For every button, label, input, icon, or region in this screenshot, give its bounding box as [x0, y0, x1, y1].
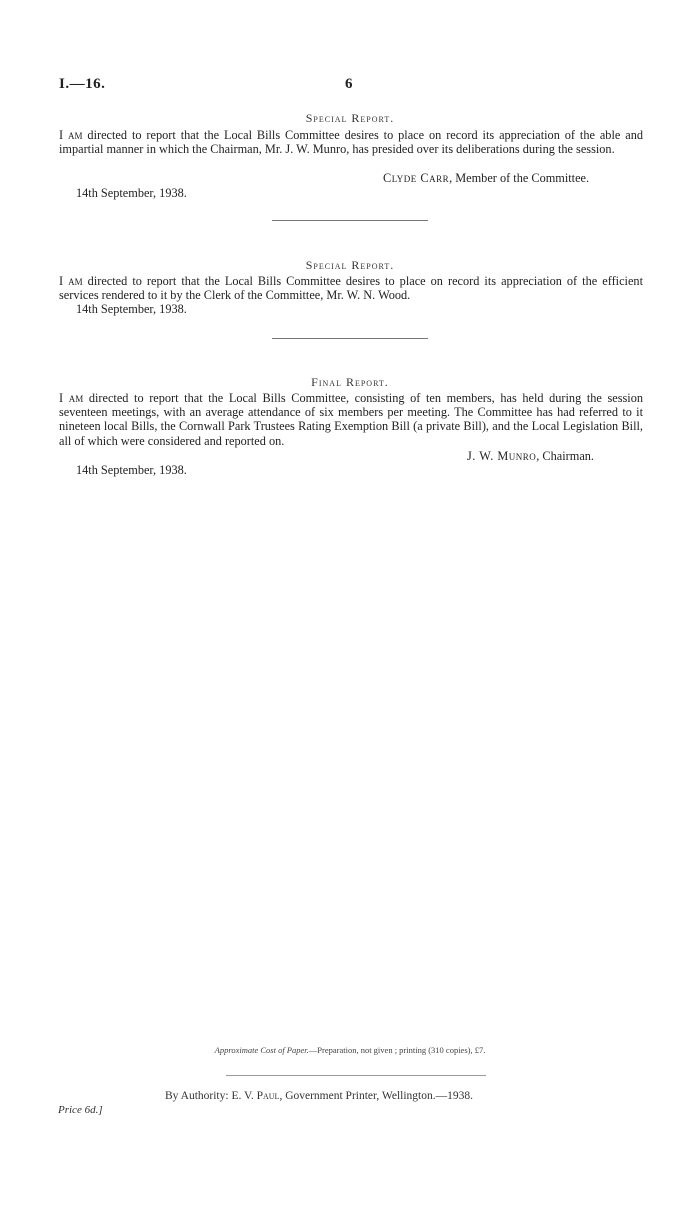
lead-words: I am: [59, 128, 83, 142]
body-text: directed to report that the Local Bills Committee desires to place on record its appreciation of the efficient services rendered to it by the Clerk of the Committee, Mr. W. N. Wood.: [59, 274, 643, 303]
price-note: Price 6d.]: [58, 1104, 103, 1116]
imprint-suffix: , Government Printer, Wellington.—1938.: [279, 1090, 473, 1102]
section-heading-final-report: Final Report.: [311, 375, 389, 389]
section-divider: [272, 220, 428, 221]
section-body-final-report: [59, 391, 643, 448]
footer-divider: [226, 1075, 486, 1076]
section-heading-special-report-1: Special Report.: [305, 111, 395, 125]
imprint-prefix: By Authority: E. V.: [165, 1090, 257, 1102]
imprint-name: Paul: [256, 1090, 280, 1102]
section-body-special-report-2: [59, 274, 643, 302]
signature-name: Clyde Carr: [383, 171, 450, 185]
document-reference: I.—16.: [59, 76, 106, 92]
signature-role: , Chairman.: [536, 449, 594, 463]
lead-words: I am: [59, 274, 83, 288]
signature-j-w-munro: [467, 449, 594, 464]
body-text: directed to report that the Local Bills Committee, consisting of ten members, has held during the session seventeen meetings, with an average attendance of six members per meeting. The Committee has had referred to it nineteen local Bills, the Cornwall Park Trustees Rating Exemption Bill (a private Bill), and the Local Legislation Bill, all of which were considered and reported on.: [59, 391, 643, 448]
section-heading-special-report-2: Special Report.: [305, 258, 395, 272]
signature-name: J. W. Munro: [467, 449, 537, 463]
lead-words: I am: [59, 391, 84, 405]
section-date-2: 14th September, 1938.: [76, 302, 187, 316]
cost-label: Approximate Cost of Paper.: [214, 1045, 309, 1055]
signature-role: , Member of the Committee.: [449, 171, 590, 185]
signature-clyde-carr: [383, 171, 589, 186]
cost-text: —Preparation, not given ; printing (310 copies), £7.: [308, 1045, 486, 1055]
section-divider: [272, 338, 428, 339]
page-number: 6: [345, 76, 353, 92]
section-date-3: 14th September, 1938.: [76, 463, 187, 477]
printer-imprint: [165, 1090, 473, 1102]
section-body-special-report-1: [59, 128, 643, 156]
section-date-1: 14th September, 1938.: [76, 186, 187, 200]
body-text: directed to report that the Local Bills Committee desires to place on record its appreciation of the able and impartial manner in which the Chairman, Mr. J. W. Munro, has presided over its deliberations during the session.: [59, 128, 643, 157]
cost-of-paper-note: [0, 1045, 700, 1055]
